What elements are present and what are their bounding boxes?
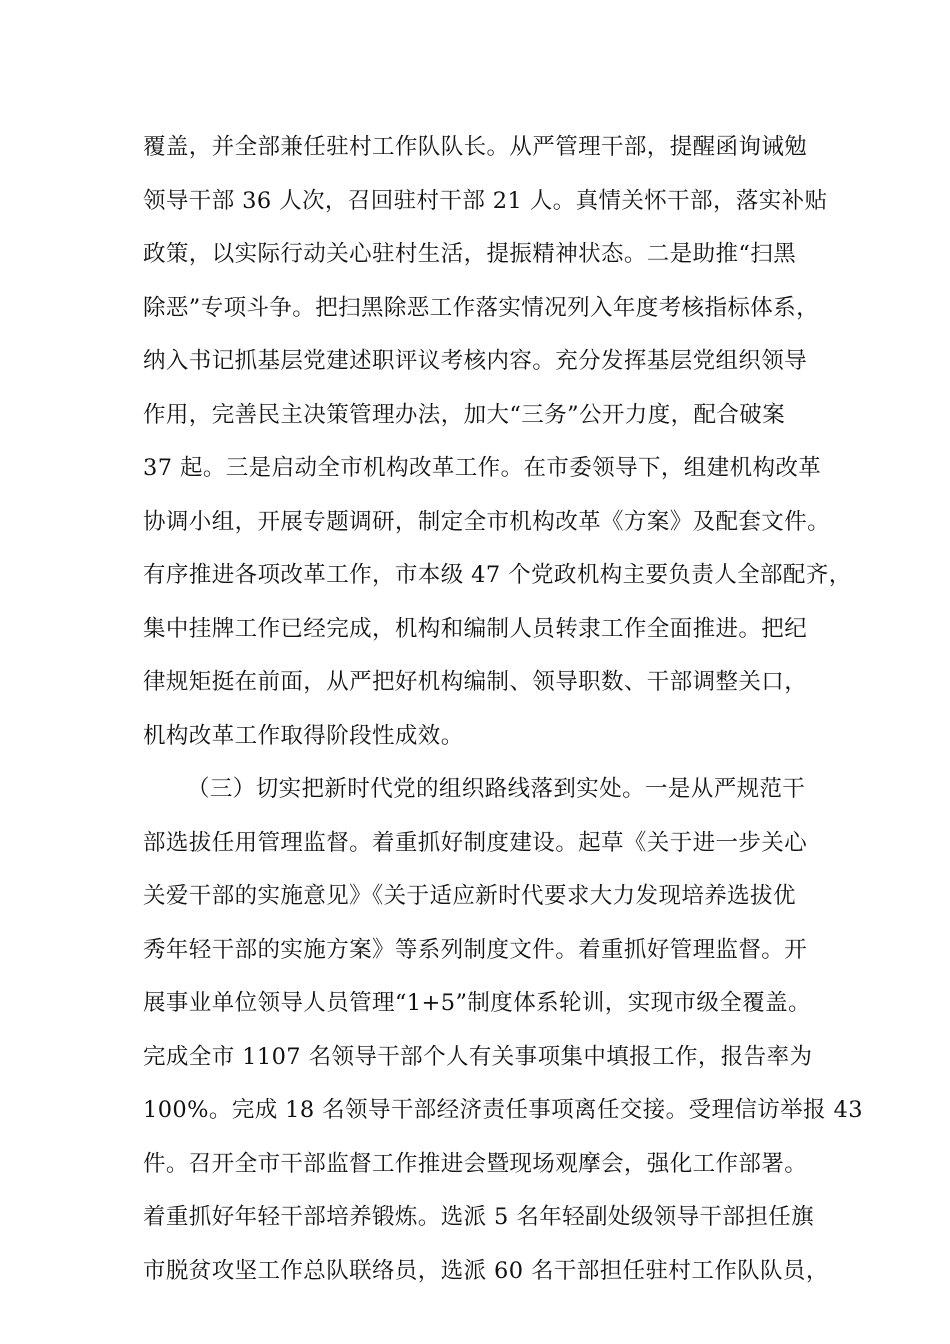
text-line: 律规矩挺在前面，从严把好机构编制、领导职数、干部调整关口， (143, 669, 808, 695)
text-line: 展事业单位领导人员管理“1+5”制度体系轮训，实现市级全覆盖。 (143, 990, 811, 1016)
text-line: 市脱贫攻坚工作总队联络员，选派 60 名干部担任驻村工作队队员， (143, 1258, 829, 1284)
text-line: 部选拔任用管理监督。着重抓好制度建设。起草《关于进一步关心 (143, 830, 808, 856)
text-line: 领导干部 36 人次，召回驻村干部 21 人。真情关怀干部，落实补贴 (143, 188, 828, 214)
text-line: 秀年轻干部的实施方案》等系列制度文件。着重抓好管理监督。开 (143, 937, 808, 963)
text-line: 37 起。三是启动全市机构改革工作。在市委领导下，组建机构改革 (143, 455, 822, 481)
text-line: 着重抓好年轻干部培养锻炼。选派 5 名年轻副处级领导干部担任旗 (143, 1204, 815, 1230)
text-line: 集中挂牌工作已经完成，机构和编制人员转隶工作全面推进。把纪 (143, 616, 808, 642)
text-line: 100%。完成 18 名领导干部经济责任事项离任交接。受理信访举报 43 (143, 1097, 863, 1123)
text-line: 完成全市 1107 名领导干部个人有关事项集中填报工作，报告率为 (143, 1044, 813, 1070)
text-line: 除恶”专项斗争。把扫黑除恶工作落实情况列入年度考核指标体系， (143, 295, 820, 321)
text-line: 覆盖，并全部兼任驻村工作队队长。从严管理干部，提醒函询诫勉 (143, 134, 808, 160)
text-line: 纳入书记抓基层党建述职评议考核内容。充分发挥基层党组织领导 (143, 348, 808, 374)
text-line: 机构改革工作取得阶段性成效。 (143, 723, 464, 749)
text-line: 政策，以实际行动关心驻村生活，提振精神状态。二是助推“扫黑 (143, 241, 797, 267)
text-line: 关爱干部的实施意见》《关于适应新时代要求大力发现培养选拔优 (143, 883, 796, 909)
text-line: 有序推进各项改革工作，市本级 47 个党政机构主要负责人全部配齐， (143, 562, 852, 588)
text-line: 协调小组，开展专题调研，制定全市机构改革《方案》及配套文件。 (143, 509, 831, 535)
section-heading-line: （三）切实把新时代党的组织路线落到实处。一是从严规范干 (187, 776, 806, 802)
text-line: 作用，完善民主决策管理办法，加大“三务”公开力度，配合破案 (143, 402, 786, 428)
text-line: 件。召开全市干部监督工作推进会暨现场观摩会，强化工作部署。 (143, 1151, 808, 1177)
